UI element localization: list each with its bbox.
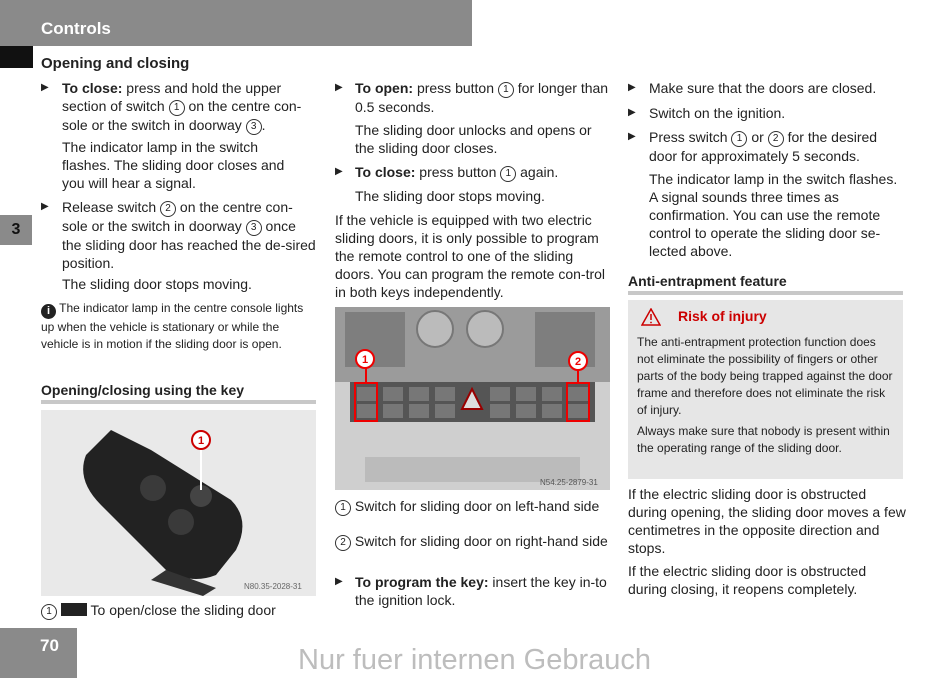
warning-triangle-icon — [641, 308, 661, 326]
header-marker — [0, 46, 33, 68]
info-note: i The indicator lamp in the centre console lights up when the vehicle is stationary or while the vehicle is in motion if the sliding door is open. — [41, 301, 304, 351]
subheading: Anti-entrapment feature — [628, 273, 787, 289]
bullet-arrow-icon: ▶ — [628, 107, 636, 118]
page-number-box — [0, 628, 77, 678]
step-result: The indicator lamp in the switch flashes. A signal sounds three times as confirmation. You can use the remote control to operate the sliding door se-lected above. — [649, 171, 898, 259]
bullet-arrow-icon: ▶ — [335, 576, 343, 587]
section-title: Controls — [41, 19, 111, 38]
step-program-key: To program the key: insert the key in-to the ignition lock. — [355, 574, 607, 608]
bullet-arrow-icon: ▶ — [41, 201, 49, 212]
page-number: 70 — [40, 636, 59, 655]
divider — [41, 400, 316, 404]
subheading: Opening/closing using the key — [41, 382, 245, 398]
bullet-arrow-icon: ▶ — [628, 82, 636, 93]
step-result: The sliding door stops moving. — [62, 276, 252, 292]
step-to-close: To close: press and hold the upper section of switch 1 on the centre con-sole or the switch in doorway 3 . — [62, 80, 302, 133]
paragraph: If the electric sliding door is obstructed during opening, the sliding door moves a few centimetres in the opposite direction and stops. — [628, 486, 906, 556]
info-icon: i — [41, 304, 56, 319]
paragraph: If the electric sliding door is obstructed during closing, it reopens completely. — [628, 563, 867, 597]
watermark: Nur fuer internen Gebrauch — [298, 644, 652, 676]
paragraph: If the vehicle is equipped with two electric sliding doors, it is only possible to program the remote control to one of the sliding doors. You can program the remote con-trol in both keys independently. — [335, 212, 606, 300]
bullet-arrow-icon: ▶ — [628, 131, 636, 142]
warning-text: The anti-entrapment protection function does not eliminate the possibility of fingers or other parts of the body being trapped against the door frame and therefore does not eliminate the risk of injury. — [637, 335, 893, 417]
callout-1: 1 — [361, 354, 369, 366]
image-code: N80.35-2028-31 — [244, 582, 302, 591]
step-result: The indicator lamp in the switch flashes. The sliding door closes and you will hear a signal. — [62, 139, 285, 191]
sliding-door-icon — [61, 603, 87, 616]
step: Switch on the ignition. — [649, 105, 786, 121]
image-code: N54.25-2879-31 — [540, 478, 598, 487]
step: Make sure that the doors are closed. — [649, 80, 877, 96]
legend-item-2: 2 Switch for sliding door on right-hand side — [335, 532, 610, 551]
step-to-close: To close: press button 1 again. — [355, 164, 559, 180]
bullet-arrow-icon: ▶ — [335, 166, 343, 177]
legend-item-1: 1 Switch for sliding door on left-hand side — [335, 497, 610, 516]
step: Press switch 1 or 2 for the desired door for approximately 5 seconds. — [649, 129, 878, 164]
key-illustration — [41, 410, 316, 596]
step-to-open: To open: press button 1 for longer than 0.5 seconds. — [355, 80, 609, 115]
step-result: The sliding door stops moving. — [355, 188, 545, 204]
callout-1: 1 — [197, 435, 205, 447]
section-heading: Opening and closing — [41, 55, 190, 72]
step-result: The sliding door unlocks and opens or the sliding door closes. — [355, 122, 592, 156]
chapter-tab: 3 — [0, 215, 32, 245]
warning-text: Always make sure that nobody is present within the operating range of the sliding door. — [637, 424, 890, 455]
bullet-arrow-icon: ▶ — [41, 82, 49, 93]
callout-2: 2 — [574, 356, 582, 368]
warning-title: Risk of injury — [678, 308, 767, 324]
section-header-bar — [0, 0, 472, 46]
warning-box — [628, 300, 903, 479]
figure-caption: 1 To open/close the sliding door — [41, 601, 316, 620]
divider — [628, 291, 903, 295]
step-release: Release switch 2 on the centre con-sole or the switch in doorway 3 once the sliding door has reached the de-sired position. — [62, 199, 316, 271]
bullet-arrow-icon: ▶ — [335, 82, 343, 93]
console-illustration — [335, 307, 610, 490]
